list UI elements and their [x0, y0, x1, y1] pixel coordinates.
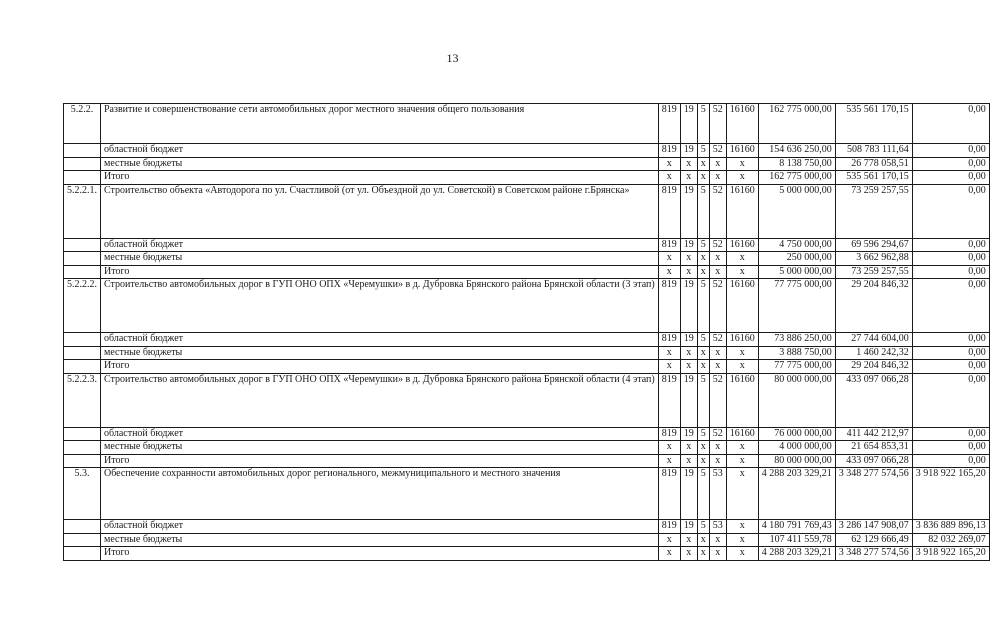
cell-subprogram: 5: [697, 238, 709, 252]
cell-activity: x: [709, 252, 726, 266]
cell-amount-3: 0,00: [912, 373, 989, 427]
cell-amount-1: 162 775 000,00: [758, 104, 835, 144]
cell-amount-1: 8 138 750,00: [758, 157, 835, 171]
cell-subprogram: x: [697, 454, 709, 468]
cell-direction: x: [726, 157, 758, 171]
row-code: 5.2.2.: [64, 104, 101, 144]
cell-amount-2: 62 129 666,49: [835, 533, 912, 547]
cell-amount-3: 0,00: [912, 441, 989, 455]
row-description: местные бюджеты: [101, 252, 659, 266]
cell-amount-3: 0,00: [912, 252, 989, 266]
cell-subprogram: 5: [697, 144, 709, 158]
cell-amount-1: 77 775 000,00: [758, 279, 835, 333]
table-row-breakdown: [64, 346, 990, 360]
cell-amount-1: 107 411 559,78: [758, 533, 835, 547]
page-number: 13: [446, 51, 459, 65]
cell-amount-2: 3 348 277 574,56: [835, 547, 912, 561]
cell-amount-2: 508 783 111,64: [835, 144, 912, 158]
cell-activity: 52: [709, 333, 726, 347]
cell-direction: x: [726, 265, 758, 279]
cell-program: x: [680, 171, 697, 185]
cell-grbs: x: [658, 346, 680, 360]
cell-program: 19: [680, 427, 697, 441]
cell-amount-2: 27 744 604,00: [835, 333, 912, 347]
cell-amount-2: 433 097 066,28: [835, 373, 912, 427]
cell-direction: x: [726, 360, 758, 374]
cell-grbs: x: [658, 252, 680, 266]
cell-direction: 16160: [726, 427, 758, 441]
cell-subprogram: 5: [697, 333, 709, 347]
table-row-section: [64, 104, 990, 144]
cell-grbs: x: [658, 360, 680, 374]
cell-amount-2: 535 561 170,15: [835, 104, 912, 144]
cell-activity: 52: [709, 104, 726, 144]
cell-amount-1: 4 750 000,00: [758, 238, 835, 252]
cell-subprogram: x: [697, 171, 709, 185]
cell-amount-3: 0,00: [912, 104, 989, 144]
row-description: Строительство автомобильных дорог в ГУП ОНО ОПХ «Черемушки» в д. Дубровка Брянского района Брянской области (4 этап): [101, 373, 659, 427]
row-description: местные бюджеты: [101, 533, 659, 547]
table-row-section: [64, 184, 990, 238]
row-code: 5.3.: [64, 468, 101, 520]
cell-subprogram: 5: [697, 104, 709, 144]
cell-grbs: 819: [658, 373, 680, 427]
cell-subprogram: 5: [697, 279, 709, 333]
cell-amount-1: 73 886 250,00: [758, 333, 835, 347]
cell-direction: 16160: [726, 184, 758, 238]
cell-program: 19: [680, 144, 697, 158]
cell-program: x: [680, 252, 697, 266]
cell-activity: x: [709, 265, 726, 279]
cell-activity: 52: [709, 184, 726, 238]
cell-grbs: 819: [658, 104, 680, 144]
cell-direction: x: [726, 252, 758, 266]
row-code: [64, 441, 101, 455]
cell-program: x: [680, 360, 697, 374]
cell-grbs: 819: [658, 184, 680, 238]
table-row-breakdown: [64, 360, 990, 374]
cell-direction: 16160: [726, 144, 758, 158]
cell-grbs: x: [658, 157, 680, 171]
row-description: Итого: [101, 454, 659, 468]
cell-grbs: x: [658, 171, 680, 185]
cell-activity: x: [709, 533, 726, 547]
row-description: областной бюджет: [101, 333, 659, 347]
row-description: местные бюджеты: [101, 441, 659, 455]
cell-program: x: [680, 533, 697, 547]
cell-subprogram: x: [697, 360, 709, 374]
table-row-breakdown: [64, 441, 990, 455]
row-description: Итого: [101, 547, 659, 561]
cell-direction: x: [726, 441, 758, 455]
cell-amount-3: 0,00: [912, 144, 989, 158]
cell-program: 19: [680, 520, 697, 534]
cell-activity: 53: [709, 468, 726, 520]
table-row-section: [64, 279, 990, 333]
cell-amount-2: 535 561 170,15: [835, 171, 912, 185]
cell-amount-3: 0,00: [912, 333, 989, 347]
cell-direction: x: [726, 547, 758, 561]
cell-activity: 53: [709, 520, 726, 534]
row-description: местные бюджеты: [101, 157, 659, 171]
cell-activity: x: [709, 360, 726, 374]
row-code: 5.2.2.2.: [64, 279, 101, 333]
cell-activity: 52: [709, 238, 726, 252]
cell-program: 19: [680, 279, 697, 333]
table-row-breakdown: [64, 547, 990, 561]
cell-amount-1: 4 180 791 769,43: [758, 520, 835, 534]
cell-activity: x: [709, 454, 726, 468]
cell-amount-3: 0,00: [912, 346, 989, 360]
cell-activity: 52: [709, 373, 726, 427]
row-code: [64, 454, 101, 468]
cell-amount-1: 162 775 000,00: [758, 171, 835, 185]
cell-amount-3: 0,00: [912, 265, 989, 279]
cell-program: x: [680, 265, 697, 279]
row-description: Строительство автомобильных дорог в ГУП ОНО ОПХ «Черемушки» в д. Дубровка Брянского района Брянской области (3 этап): [101, 279, 659, 333]
cell-amount-1: 5 000 000,00: [758, 184, 835, 238]
cell-activity: 52: [709, 144, 726, 158]
cell-amount-3: 3 918 922 165,20: [912, 468, 989, 520]
cell-program: x: [680, 547, 697, 561]
row-code: [64, 346, 101, 360]
cell-subprogram: 5: [697, 427, 709, 441]
cell-program: 19: [680, 184, 697, 238]
cell-subprogram: x: [697, 346, 709, 360]
cell-subprogram: x: [697, 157, 709, 171]
cell-grbs: 819: [658, 520, 680, 534]
row-code: [64, 171, 101, 185]
cell-amount-2: 29 204 846,32: [835, 279, 912, 333]
row-code: [64, 252, 101, 266]
cell-amount-2: 3 662 962,88: [835, 252, 912, 266]
cell-activity: x: [709, 441, 726, 455]
cell-activity: x: [709, 157, 726, 171]
cell-program: 19: [680, 373, 697, 427]
row-description: Итого: [101, 360, 659, 374]
cell-subprogram: x: [697, 265, 709, 279]
row-code: [64, 333, 101, 347]
cell-program: 19: [680, 333, 697, 347]
cell-direction: 16160: [726, 333, 758, 347]
table-row-breakdown: [64, 533, 990, 547]
row-code: [64, 238, 101, 252]
cell-grbs: 819: [658, 238, 680, 252]
table-row-breakdown: [64, 427, 990, 441]
row-code: 5.2.2.3.: [64, 373, 101, 427]
row-description: Итого: [101, 265, 659, 279]
cell-amount-2: 73 259 257,55: [835, 184, 912, 238]
row-description: Обеспечение сохранности автомобильных дорог регионального, межмуниципального и местного значения: [101, 468, 659, 520]
cell-direction: x: [726, 454, 758, 468]
row-description: местные бюджеты: [101, 346, 659, 360]
row-description: областной бюджет: [101, 238, 659, 252]
cell-amount-2: 411 442 212,97: [835, 427, 912, 441]
cell-grbs: x: [658, 533, 680, 547]
cell-amount-1: 80 000 000,00: [758, 454, 835, 468]
cell-amount-2: 26 778 058,51: [835, 157, 912, 171]
cell-subprogram: x: [697, 252, 709, 266]
row-description: областной бюджет: [101, 144, 659, 158]
cell-direction: 16160: [726, 279, 758, 333]
row-description: областной бюджет: [101, 520, 659, 534]
cell-amount-1: 250 000,00: [758, 252, 835, 266]
cell-amount-3: 0,00: [912, 279, 989, 333]
budget-table: [63, 103, 990, 561]
cell-subprogram: x: [697, 547, 709, 561]
cell-amount-3: 0,00: [912, 238, 989, 252]
cell-direction: x: [726, 171, 758, 185]
cell-amount-2: 21 654 853,31: [835, 441, 912, 455]
cell-grbs: x: [658, 265, 680, 279]
cell-subprogram: x: [697, 441, 709, 455]
cell-amount-1: 80 000 000,00: [758, 373, 835, 427]
table-row-breakdown: [64, 144, 990, 158]
cell-direction: x: [726, 468, 758, 520]
table-row-breakdown: [64, 265, 990, 279]
cell-activity: 52: [709, 427, 726, 441]
cell-direction: 16160: [726, 104, 758, 144]
cell-amount-3: 0,00: [912, 454, 989, 468]
cell-amount-1: 154 636 250,00: [758, 144, 835, 158]
row-code: [64, 144, 101, 158]
cell-amount-1: 76 000 000,00: [758, 427, 835, 441]
table-row-breakdown: [64, 238, 990, 252]
cell-direction: 16160: [726, 238, 758, 252]
cell-grbs: 819: [658, 333, 680, 347]
cell-activity: x: [709, 171, 726, 185]
cell-amount-3: 3 918 922 165,20: [912, 547, 989, 561]
cell-grbs: 819: [658, 468, 680, 520]
cell-grbs: 819: [658, 427, 680, 441]
cell-program: x: [680, 441, 697, 455]
cell-amount-1: 4 288 203 329,21: [758, 468, 835, 520]
cell-amount-2: 3 348 277 574,56: [835, 468, 912, 520]
cell-amount-1: 4 288 203 329,21: [758, 547, 835, 561]
cell-grbs: x: [658, 441, 680, 455]
row-code: 5.2.2.1.: [64, 184, 101, 238]
cell-amount-3: 0,00: [912, 360, 989, 374]
cell-amount-1: 77 775 000,00: [758, 360, 835, 374]
cell-program: 19: [680, 238, 697, 252]
cell-program: x: [680, 454, 697, 468]
cell-grbs: 819: [658, 144, 680, 158]
cell-amount-3: 0,00: [912, 427, 989, 441]
cell-amount-1: 3 888 750,00: [758, 346, 835, 360]
row-code: [64, 157, 101, 171]
cell-program: x: [680, 157, 697, 171]
row-code: [64, 520, 101, 534]
cell-program: x: [680, 346, 697, 360]
table-row-section: [64, 468, 990, 520]
cell-amount-2: 29 204 846,32: [835, 360, 912, 374]
cell-direction: x: [726, 346, 758, 360]
cell-subprogram: 5: [697, 373, 709, 427]
row-code: [64, 533, 101, 547]
row-code: [64, 265, 101, 279]
table-row-breakdown: [64, 157, 990, 171]
table-row-breakdown: [64, 520, 990, 534]
row-code: [64, 547, 101, 561]
table-row-breakdown: [64, 333, 990, 347]
table-row-breakdown: [64, 252, 990, 266]
row-code: [64, 427, 101, 441]
cell-program: 19: [680, 104, 697, 144]
cell-direction: x: [726, 520, 758, 534]
table-row-breakdown: [64, 171, 990, 185]
row-description: Развитие и совершенствование сети автомобильных дорог местного значения общего пользования: [101, 104, 659, 144]
row-description: Строительство объекта «Автодорога по ул. Счастливой (от ул. Объездной до ул. Советской) в Советском районе г.Брянска»: [101, 184, 659, 238]
cell-amount-3: 3 836 889 896,13: [912, 520, 989, 534]
cell-amount-3: 0,00: [912, 184, 989, 238]
cell-amount-2: 433 097 066,28: [835, 454, 912, 468]
cell-activity: x: [709, 547, 726, 561]
cell-amount-1: 4 000 000,00: [758, 441, 835, 455]
row-code: [64, 360, 101, 374]
cell-grbs: x: [658, 547, 680, 561]
cell-grbs: 819: [658, 279, 680, 333]
table-row-section: [64, 373, 990, 427]
cell-direction: x: [726, 533, 758, 547]
cell-subprogram: x: [697, 533, 709, 547]
cell-direction: 16160: [726, 373, 758, 427]
cell-amount-2: 1 460 242,32: [835, 346, 912, 360]
table-body: [64, 104, 990, 561]
cell-activity: x: [709, 346, 726, 360]
row-description: областной бюджет: [101, 427, 659, 441]
cell-amount-2: 3 286 147 908,07: [835, 520, 912, 534]
cell-amount-3: 82 032 269,07: [912, 533, 989, 547]
cell-activity: 52: [709, 279, 726, 333]
cell-amount-1: 5 000 000,00: [758, 265, 835, 279]
cell-subprogram: 5: [697, 184, 709, 238]
cell-amount-3: 0,00: [912, 157, 989, 171]
cell-amount-2: 73 259 257,55: [835, 265, 912, 279]
cell-grbs: x: [658, 454, 680, 468]
cell-program: 19: [680, 468, 697, 520]
row-description: Итого: [101, 171, 659, 185]
cell-amount-3: 0,00: [912, 171, 989, 185]
cell-subprogram: 5: [697, 520, 709, 534]
table-row-breakdown: [64, 454, 990, 468]
cell-subprogram: 5: [697, 468, 709, 520]
cell-amount-2: 69 596 294,67: [835, 238, 912, 252]
